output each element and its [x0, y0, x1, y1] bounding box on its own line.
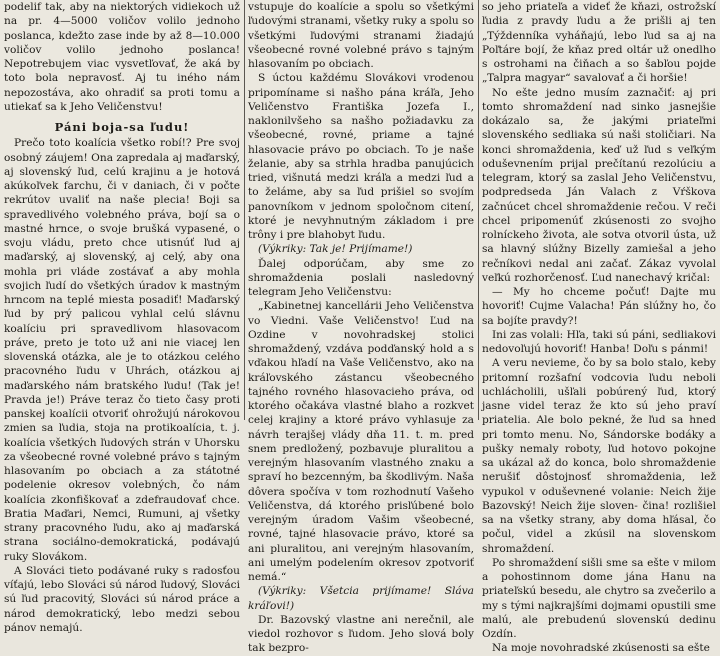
paragraph: Prečo toto koalícia všetko robí!? Pre svoj osobný záujem! Ona zapredala aj maďarský, aj slovenský ľud, celú krajinu a je hotová akúkoľvek farchu, či v daniach, či v počte rekrútov uvaliť na naše plecia! Boji sa spravedlivého volebného práva, bojí sa o mastné hrnce, o svoje brušká vypasené, o svoju vládu, preto chce utisnúť ľud aj maďarský, aj slovenský, aj celý, aby ona mohla pri vláde zostávať a aby mohla svojich ľudí do všetkých úradov k mastným hrncom na teplé miesta posadiť! Maďarský ľud by prý palicou vyhlal celú slávnu koalíciu pri spravedlivom hlasovacom práve, preto je toto už ani nie viacej len slovenská otázka, ale je to otázkou celého pracovného ľudu v Uhrách, otázkou aj maďarského nám bratského ľudu! (Tak je! Pravda je!) Práve teraz čo tieto časy proti panskej koalícii otvoriť ohrožujú nárokovou zmien sa ľudia, stoja na protikoalícia, t. j. koalícia všetkých ľudových strán v Uhorsku za všeobecné rovné volebné právo s tajným hlasovaním po obciach a za státotné podelenie okresov volebných, čo nám koalícia zkonfiškovať a zdefraudovať chce. Bratia Maďari, Nemci, Rumuni, aj všetky strany pracovného ľudu, ako aj maďarská strana sociálno-demokratická, podávajú ruky Slovákom. — [4, 137, 240, 563]
paragraph: so jeho priateľa a videť že kňazi, ostrožskí ľudia z pravdy ľudu a že prišli aj ten „Týždenníka vyháňajú, lebo ľud sa aj na Poľtáre bojí, že kňaz pred oltár už onedlho s ostrohami na čiňach a so šabľou pojde „Talpra magyar“ savalovať a či horšie! — [482, 1, 716, 85]
column-1 — [4, 0, 240, 634]
paragraph: A Slováci tieto podávané ruky s radosťou víťajú, lebo Slováci sú národ ľudový, Slováci sú ľud pracovitý, Slováci sú národ práce a národ demokratický, lebo medzi sebou pánov nemajú. — [4, 564, 240, 634]
paragraph: Dr. Bazovský vlastne ani nerečnil, ale viedol rozhovor s ľudom. Jeho slová boly tak bezpro- — [248, 613, 474, 655]
paragraph: vstupuje do koalície a spolu so všetkými ľudovými stranami, všetky ruky a spolu so všetkými ľudovými stranami žiadajú všeobecné rovné volebné právo s tajným hlasovaním po obciach. — [248, 1, 474, 70]
section-heading: Páni boja-sa ľudu! — [54, 120, 190, 134]
paragraph: No ešte jedno musím zaznačiť: aj pri tomto shromaždení nad sinko jasnejšie dokázalo sa, že jakými priateľmi slovenského sedliaka sú naši stoličiari. Na konci shromaždenia, keď už ľud s veľkým oduševnením prijal prečítanú rezolúciu a telegram, ktorý sa zaslal Jeho Veličenstvu, podpredseda Ján Valach z Vŕškova začnúcet chcel shromaždenie rečou. V reči chcel pripomenúť zkúsenosti zo svojho rolníckeho života, ale sotva otvoril ústa, už sa hlavný slúžny Bizelly zamiešal a jeho rečníkovi nedal ani začať. Zákaz vyvolal veľkú rozhorčenosť. Ľud nanechavý kričal: — [482, 86, 716, 284]
paragraph: Na moje novohradské zkúsenosti sa ešte — [492, 642, 710, 655]
column-divider — [478, 0, 479, 420]
paragraph: (Výkriky: Tak je! Prijímame!) — [258, 243, 413, 256]
paragraph: Ďalej odporúčam, aby sme zo shromaždenia poslali nasledovný telegram Jeho Veličenstvu: — [248, 257, 474, 298]
paragraph: A veru nevieme, čo by sa bolo stalo, keby pritomní rozšafní vodcovia ľudu neboli uchlácholili, ušľali pobúrený ľud, ktorý jasne videl teraz že kto sú jeho praví priatelia. Ale bolo pekné, že ľud sa hned pri tomto menu. No, Sándorske bodáky a pušky nemaly roboty, ľud hotovo pokojne sa ukázal až do konca, bolo shromaždenie nerušiť dôstojnosť shromaždenia, lež vypukol v oduševnené volanie: Neich žije Bazovský! Neich žije sloven- čina! rozlišiel sa na všetky strany, aby doma hľásal, čo počul, videl a zkúsil na slovenskom shromaždení. — [482, 357, 716, 555]
paragraph: Ini zas volali: Hľa, taki sú páni, sedliakovi nedovoľujú hovoriť! Hanba! Doľu s pánmi! — [482, 328, 716, 355]
paragraph: (Výkriky: Všetcia prijímame! Sláva kráľovi!) — [248, 585, 474, 612]
paragraph: — My ho chceme počuť! Dajte mu hovoriť! Cujme Valacha! Pán slúžny ho, čo sa bojíte pravdy?! — [482, 286, 716, 327]
column-3 — [482, 0, 716, 655]
paragraph: Po shromaždení sišli sme sa ešte v milom a pohostinnom dome jána Hanu na priateľskú besedu, ale chytro sa zvečerilo a my s tými najkrajšími dojmami opustili sme malú, ale prebudenú slovenskú dedinu Ozdín. — [482, 556, 716, 640]
column-2 — [248, 0, 474, 655]
paragraph: podelif tak, aby na niektorých vidiekoch už na pr. 4—5000 voličov volilo jednoho poslanca, kdežto zase inde by až 8—10.000 voličov volilo jednoho poslanca! Nepotrebujem viac vysvetľovať, že aká by toto bola nepravosť. Aj tu iného nám nepozostáva, ako ohradiť sa proti tomu a utiekať sa k Jeho Veličenstvu! — [4, 1, 240, 113]
telegram-quote: „Kabinetnej kancellárii Jeho Veličenstva vo Viedni. Vaše Veličenstvo! Ľud na Ozdine v novohradskej stolici shromaždený, vzdáva podďanský hold a s vďakou hľadí na Vaše Veličenstvo, ako na kráľovského zástancu všeobecného tajného rovného hlasovacieho práva, od ktorého očakáva vlastné blaho a rozkvet celej krajiny a ktoré právo vyhlasuje za návrh terajšej vlády dňa 11. t. m. pred snem predložený, pozbavuje pluralitou a verejným hlasovaním vlastného znaku a spraví ho bezcenným, ba škodlivým. Naša dôvera spočíva v tom rozhodnutí Vašeho Veličenstva, dá ktorého prisľúbené bolo verejným úradom Vašim všeobecné, rovné, tajné hlasovacie právo, ktoré sa ani pluralitou, ani verejným hlasovaním, ani umelým podelením okresov zpotvoriť nemá.“ — [248, 300, 474, 583]
paragraph: S úctou každému Slovákovi vrodenou pripomíname si našho pána kráľa, Jeho Veličenstvo Františka Jozefa I., naklonilvšeho sa našho požiadavku za všeobecné, rovné, priame a tajné hlasovacie právo po obciach. To je naše želanie, aby sa strhla hradba panujúcich tried, višnutá medzi kráľa a medzi ľud a to želáme, aby sa ľud prišiel so svojím panovníkom v jednom spoločnom citení, ktoré je nevyhnutným základom i pre trôny i pre blahobyt ľudu. — [248, 72, 474, 241]
column-divider — [244, 0, 245, 420]
